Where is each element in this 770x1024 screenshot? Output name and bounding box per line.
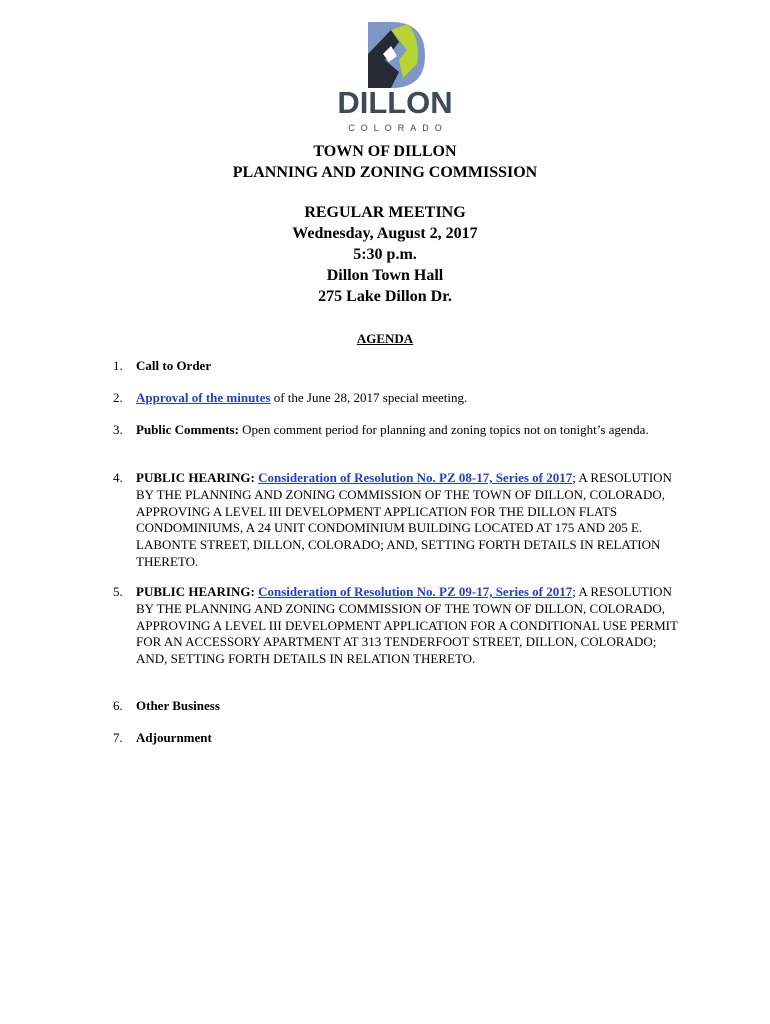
item-number: 2. [113, 390, 123, 405]
meeting-type: REGULAR MEETING [304, 204, 466, 221]
resolution-pz-09-17-link[interactable]: Consideration of Resolution No. PZ 09-17, Series of 2017 [258, 584, 573, 599]
item-text: ; A RESOLUTION BY THE PLANNING AND ZONING COMMISSION OF THE TOWN OF DILLON, COLORADO, APPROVING A LEVEL III DEVELOPMENT APPLICATION FOR A CONDITIONAL USE PERMIT FOR AN ACCESSORY APARTMENT AT 313 TENDERFOOT STREET, DILLON, COLORADO; AND, SETTING FORTH DETAILS IN RELATION THERETO. [136, 584, 678, 667]
dillon-logo [333, 20, 457, 136]
item-number: 1. [113, 358, 123, 373]
resolution-pz-08-17-link[interactable]: Consideration of Resolution No. PZ 08-17, Series of 2017 [258, 470, 573, 485]
meeting-location: Dillon Town Hall [326, 267, 444, 284]
commission-name: PLANNING AND ZONING COMMISSION [232, 164, 538, 181]
item-heading: Call to Order [136, 358, 212, 373]
meeting-time: 5:30 p.m. [353, 246, 417, 263]
item-number: 5. [113, 584, 123, 599]
item-number: 4. [113, 470, 123, 485]
logo-wordmark: DILLON [337, 85, 453, 120]
agenda-title: AGENDA [356, 331, 414, 346]
item-heading: PUBLIC HEARING: [136, 470, 255, 485]
item-heading: Other Business [136, 698, 220, 713]
meeting-info [0, 202, 770, 307]
town-name: TOWN OF DILLON [313, 143, 457, 160]
item-number: 3. [113, 422, 123, 437]
meeting-address: 275 Lake Dillon Dr. [318, 288, 452, 305]
logo-subtitle: COLORADO [348, 123, 448, 133]
item-text: Open comment period for planning and zoning topics not on tonight’s agenda. [238, 422, 649, 437]
document-header [0, 141, 770, 183]
item-text: of the June 28, 2017 special meeting. [270, 390, 468, 405]
item-heading: Adjournment [136, 730, 212, 745]
item-text: ; A RESOLUTION BY THE PLANNING AND ZONING COMMISSION OF THE TOWN OF DILLON, COLORADO, APPROVING A LEVEL III DEVELOPMENT APPLICATION FOR THE DILLON FLATS CONDOMINIUMS, A 24 UNIT CONDOMINIUM BUILDING LOCATED AT 175 AND 205 E. LABONTE STREET, DILLON, COLORADO; AND, SETTING FORTH DETAILS IN RELATION THERETO. [136, 470, 672, 569]
item-number: 6. [113, 698, 123, 713]
item-heading: Public Comments: [136, 422, 239, 437]
item-heading: PUBLIC HEARING: [136, 584, 255, 599]
meeting-date: Wednesday, August 2, 2017 [292, 225, 478, 242]
dillon-mountain-logo-icon [333, 20, 457, 90]
item-number: 7. [113, 730, 123, 745]
minutes-link[interactable]: Approval of the minutes [136, 390, 271, 405]
